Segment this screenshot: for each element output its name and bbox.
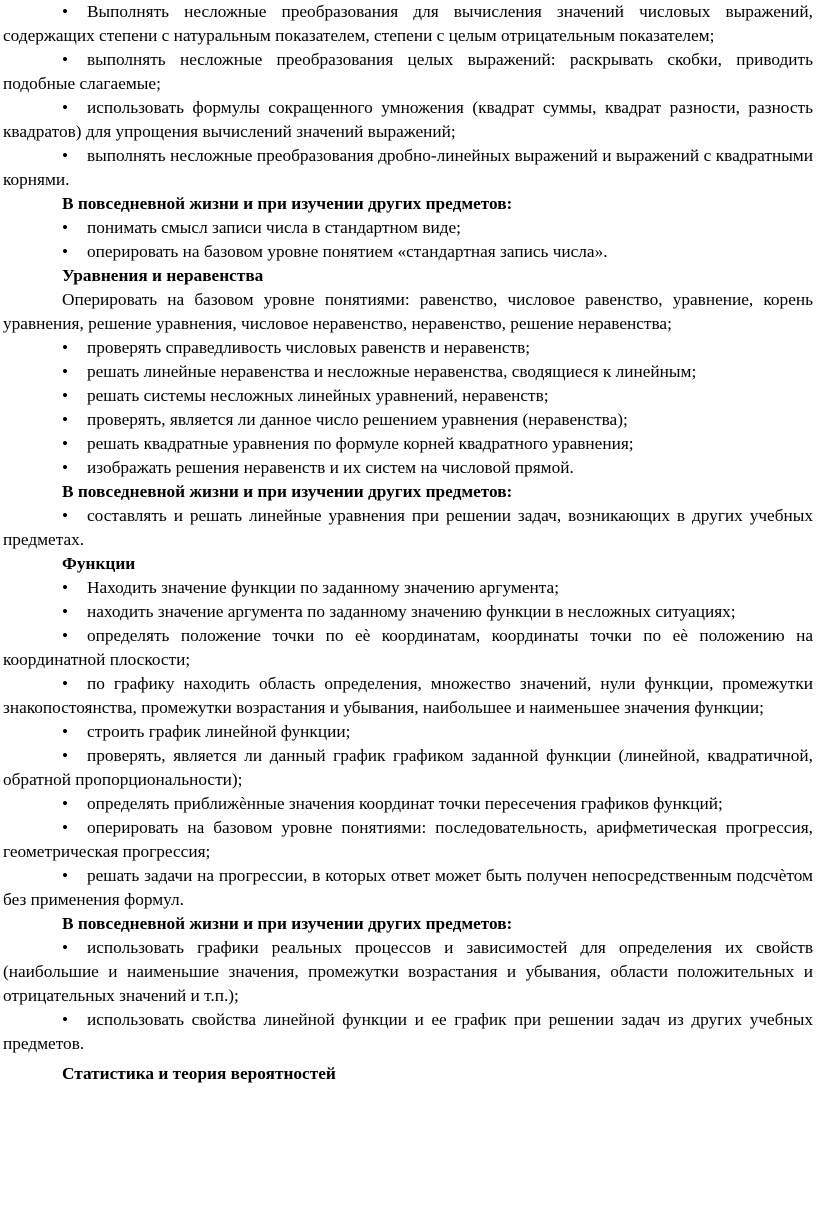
list-item-text: проверять, является ли данное число решением уравнения (неравенства);	[87, 410, 628, 429]
bullet-icon: •	[62, 242, 69, 261]
paragraph: Оперировать на базовом уровне понятиями: равенство, числовое равенство, уравнение, корень уравнения, решение уравнения, числовое неравенство, неравенство, решение неравенства;	[3, 290, 813, 333]
list-item	[3, 456, 813, 480]
bullet-icon: •	[62, 818, 69, 837]
list-item-text: проверять, является ли данный график графиком заданной функции (линейной, квадратичной, обратной пропорциональности);	[3, 746, 813, 789]
list-item-text: составлять и решать линейные уравнения при решении задач, возникающих в других учебных предметах.	[3, 506, 813, 549]
bullet-icon: •	[62, 458, 69, 477]
list-item	[3, 624, 813, 672]
list-item	[3, 48, 813, 96]
list-item-text: проверять справедливость числовых равенств и неравенств;	[87, 338, 531, 357]
list-item-text: Находить значение функции по заданному значению аргумента;	[87, 578, 560, 597]
bullet-icon: •	[62, 146, 69, 165]
section-heading: Статистика и теория вероятностей	[62, 1064, 336, 1083]
list-item-text: Выполнять несложные преобразования для вычисления значений числовых выражений, содержащих степени с натуральным показателем, степени с целым отрицательным показателем;	[3, 2, 813, 45]
list-item	[3, 96, 813, 144]
list-item	[3, 816, 813, 864]
list-item-text: изображать решения неравенств и их систем на числовой прямой.	[87, 458, 574, 477]
list-item	[3, 792, 813, 816]
bullet-icon: •	[62, 506, 69, 525]
list-item	[3, 336, 813, 360]
list-item-text: использовать свойства линейной функции и ее график при решении задач из других учебных предметов.	[3, 1010, 813, 1053]
list-item-text: находить значение аргумента по заданному значению функции в несложных ситуациях;	[87, 602, 736, 621]
list-item-text: выполнять несложные преобразования целых выражений: раскрывать скобки, приводить подобные слагаемые;	[3, 50, 813, 93]
list-item	[3, 384, 813, 408]
bullet-icon: •	[62, 2, 69, 21]
bullet-icon: •	[62, 50, 69, 69]
list-item-text: решать линейные неравенства и несложные неравенства, сводящиеся к линейным;	[87, 362, 697, 381]
list-item	[3, 504, 813, 552]
bullet-icon: •	[62, 362, 69, 381]
list-item-text: использовать графики реальных процессов и зависимостей для определения их свойств (наибольшие и наименьшие значения, промежутки возрастания и убывания, области положительных и отрицательных значений и т.п.);	[3, 938, 813, 1005]
list-item-text: использовать формулы сокращенного умножения (квадрат суммы, квадрат разности, разность квадратов) для упрощения вычислений значений выражений;	[3, 98, 813, 141]
section-heading: В повседневной жизни и при изучении других предметов:	[62, 194, 513, 213]
bullet-icon: •	[62, 938, 69, 957]
list-item-text: оперировать на базовом уровне понятием «стандартная запись числа».	[87, 242, 608, 261]
bullet-icon: •	[62, 866, 69, 885]
list-item-text: по графику находить область определения, множество значений, нули функции, промежутки знакопостоянства, промежутки возрастания и убывания, наибольшее и наименьшее значения функции;	[3, 674, 813, 717]
list-item	[3, 672, 813, 720]
list-item	[3, 360, 813, 384]
bullet-icon: •	[62, 98, 69, 117]
bullet-icon: •	[62, 338, 69, 357]
bullet-icon: •	[62, 434, 69, 453]
bullet-icon: •	[62, 410, 69, 429]
section-heading: В повседневной жизни и при изучении других предметов:	[62, 914, 513, 933]
bullet-icon: •	[62, 602, 69, 621]
bullet-icon: •	[62, 578, 69, 597]
list-item-text: понимать смысл записи числа в стандартном виде;	[87, 218, 461, 237]
list-item-text: определять положение точки по еѐ координатам, координаты точки по еѐ положению на координатной плоскости;	[3, 626, 813, 669]
list-item	[3, 216, 813, 240]
list-item-text: строить график линейной функции;	[87, 722, 351, 741]
bullet-icon: •	[62, 722, 69, 741]
list-item	[3, 432, 813, 456]
list-item-text: решать задачи на прогрессии, в которых ответ может быть получен непосредственным подсчѐтом без применения формул.	[3, 866, 813, 909]
section-heading: Уравнения и неравенства	[62, 266, 264, 285]
list-item	[3, 744, 813, 792]
list-item	[3, 600, 813, 624]
bullet-icon: •	[62, 674, 69, 693]
bullet-icon: •	[62, 746, 69, 765]
list-item	[3, 240, 813, 264]
list-item-text: решать системы несложных линейных уравнений, неравенств;	[87, 386, 549, 405]
list-item-text: определять приближѐнные значения координат точки пересечения графиков функций;	[87, 794, 723, 813]
list-item-text: решать квадратные уравнения по формуле корней квадратного уравнения;	[87, 434, 634, 453]
list-item	[3, 144, 813, 192]
list-item	[3, 576, 813, 600]
list-item	[3, 864, 813, 912]
list-item-text: оперировать на базовом уровне понятиями: последовательность, арифметическая прогрессия, геометрическая прогрессия;	[3, 818, 813, 861]
list-item-text: выполнять несложные преобразования дробно-линейных выражений и выражений с квадратными корнями.	[3, 146, 813, 189]
list-item	[3, 0, 813, 48]
list-item	[3, 1008, 813, 1056]
list-item	[3, 936, 813, 1008]
bullet-icon: •	[62, 626, 69, 645]
bullet-icon: •	[62, 794, 69, 813]
list-item	[3, 408, 813, 432]
list-item	[3, 720, 813, 744]
section-heading: Функции	[62, 554, 136, 573]
section-heading: В повседневной жизни и при изучении других предметов:	[62, 482, 513, 501]
bullet-icon: •	[62, 386, 69, 405]
bullet-icon: •	[62, 1010, 69, 1029]
bullet-icon: •	[62, 218, 69, 237]
